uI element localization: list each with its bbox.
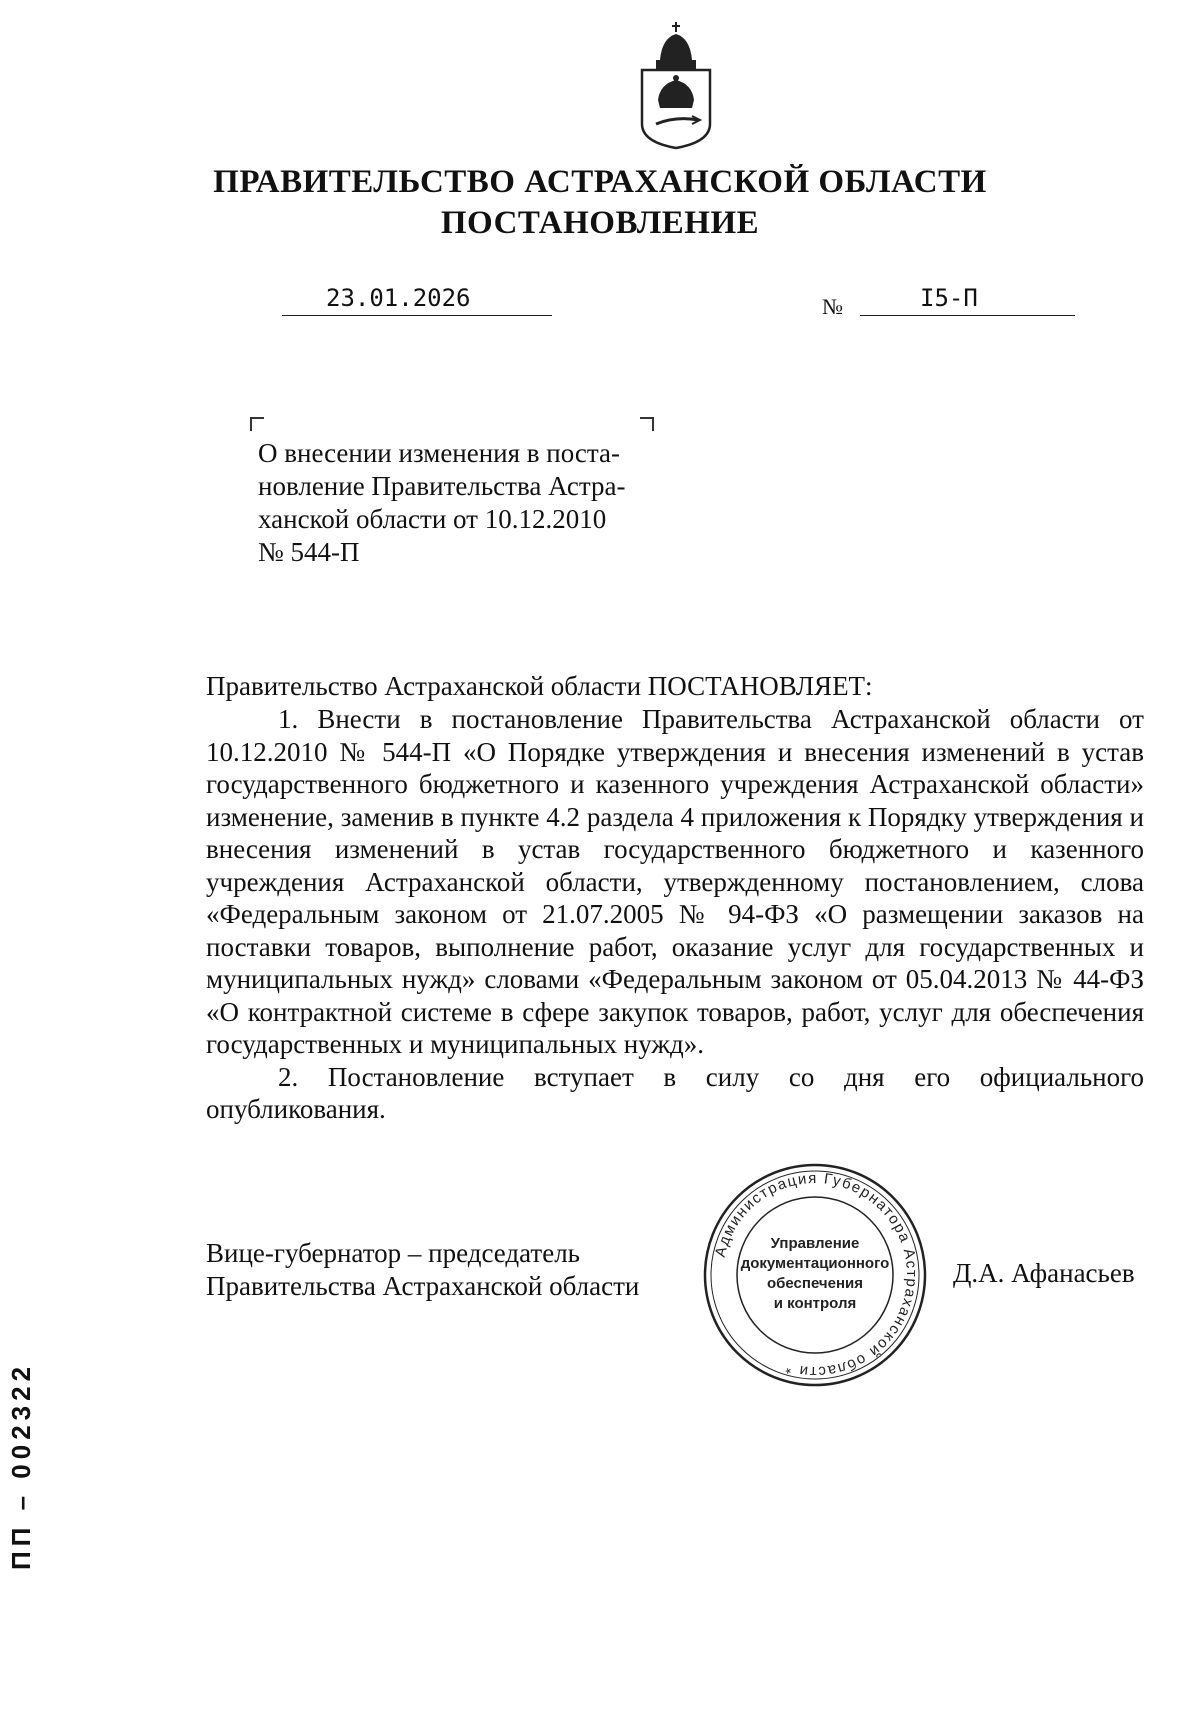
subject-bracket-left bbox=[250, 417, 264, 431]
document-date: 23.01.2026 bbox=[282, 282, 552, 316]
organization-title: ПРАВИТЕЛЬСТВО АСТРАХАНСКОЙ ОБЛАСТИ bbox=[213, 164, 987, 200]
subject-line: ханской области от 10.12.2010 bbox=[258, 504, 607, 534]
subject-bracket-right bbox=[640, 417, 654, 431]
official-stamp bbox=[700, 1160, 930, 1390]
stamp-inner-line: Управление bbox=[770, 1235, 860, 1252]
paragraph-1: 1. Внести в постановление Правительства Астраханской области от 10.12.2010 № 544-П «О Порядке утверждения и внесения изменений в устав государственного бюджетного и казенного учреждения Астраханской области» изменение, заменив в пункте 4.2 раздела 4 приложения к Порядку утверждения и внесения изменений в устав государственного бюджетного и казенного учреждения Астраханской области, утвержденному постановлением, слова «Федеральным законом от 21.07.2005 № 94-ФЗ «О размещении заказов на поставки товаров, выполнение работ, оказание услуг для государственных и муниципальных нужд» словами «Федеральным законом от 05.04.2013 № 44-ФЗ «О контрактной системе в сфере закупок товаров, работ, услуг для обеспечения государственных и муниципальных нужд». bbox=[206, 704, 1144, 1059]
document-subject bbox=[258, 437, 663, 569]
paragraph-2: 2. Постановление вступает в силу со дня его официального опубликования. bbox=[206, 1061, 1144, 1124]
stamp-inner-line: и контроля bbox=[773, 1295, 857, 1312]
stamp-inner-line: документационного bbox=[740, 1255, 890, 1272]
preamble: Правительство Астраханской области ПОСТАНОВЛЯЕТ: bbox=[206, 671, 873, 701]
document-body bbox=[206, 703, 1144, 1126]
coat-of-arms-emblem bbox=[636, 20, 716, 150]
signer-position bbox=[206, 1237, 639, 1303]
signer-name: Д.А. Афанасьев bbox=[953, 1258, 1135, 1288]
document-type-title: ПОСТАНОВЛЕНИЕ bbox=[440, 205, 760, 241]
stamp-inner-line: обеспечения bbox=[766, 1275, 864, 1292]
signer-position-line: Правительства Астраханской области bbox=[206, 1271, 640, 1301]
subject-line: № 544-П bbox=[258, 537, 360, 567]
form-serial-number: ПП – 002322 bbox=[6, 1361, 36, 1570]
document-number: I5-П bbox=[860, 282, 1075, 316]
number-label: № bbox=[822, 294, 843, 319]
subject-line: новление Правительства Астра- bbox=[258, 471, 626, 501]
signer-position-line: Вице-губернатор – председатель bbox=[206, 1238, 580, 1268]
stamp-outer-text: Администрация Губернатора Астраханской области * bbox=[711, 1169, 921, 1381]
subject-line: О внесении изменения в поста- bbox=[258, 438, 621, 468]
